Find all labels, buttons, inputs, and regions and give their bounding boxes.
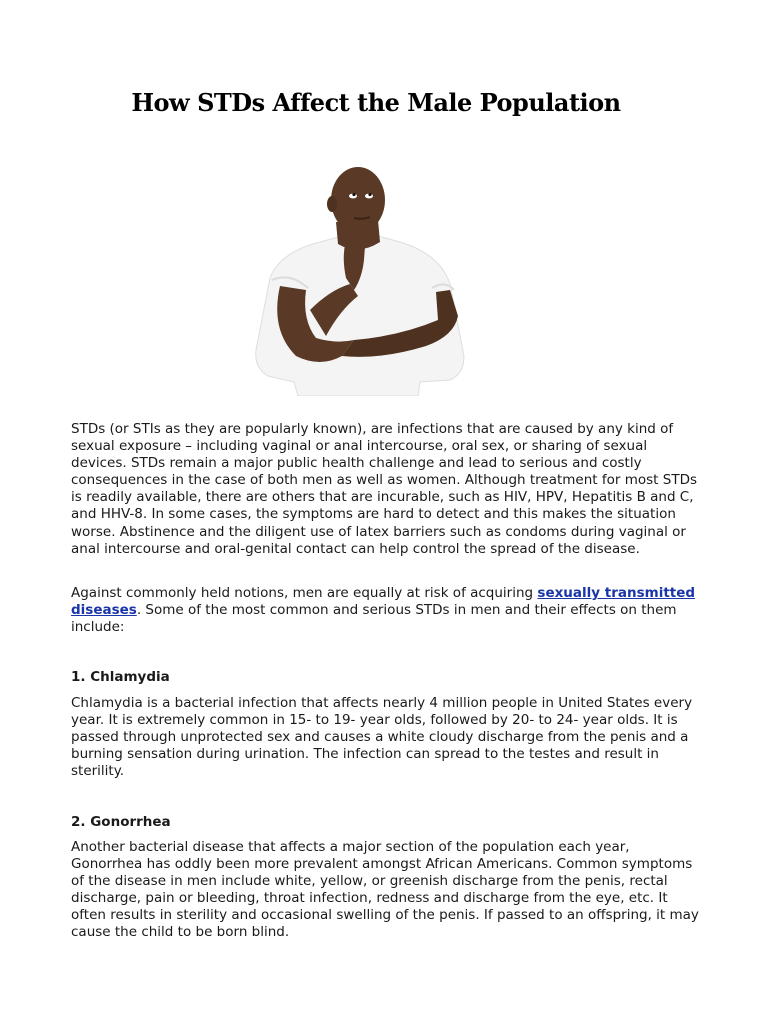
intro-paragraph: STDs (or STIs as they are popularly known), are infections that are caused by any kind of sexual exposure – including vaginal or anal intercourse, oral sex, or sharing of sexual devices. STDs remain a major public health challenge and lead to serious and costly consequences in the case of both men as well as women. Although treatment for most STDs is readily available, there are others that are incurable, such as HIV, HPV, Hepatitis B and C, and HHV-8. In some cases, the symptoms are hard to detect and this makes the situation worse. Abstinence and the diligent use of latex barriers such as condoms during vaginal or anal intercourse and oral-genital contact can help control the spread of the disease.	[71, 421, 698, 557]
section-body-chlamydia: Chlamydia is a bacterial infection that affects nearly 4 million people in United States every year. It is extremely common in 15- to 19- year olds, followed by 20- to 24- year olds. It is passed through unprotected sex and causes a white cloudy discharge from the penis and a burning sensation during urination. The infection can spread to the testes and result in sterility.	[71, 695, 693, 780]
sexually-transmitted-diseases-link[interactable]: sexually transmitted diseases	[71, 585, 696, 619]
man-thinking-photo	[250, 160, 466, 396]
section-heading-chlamydia: 1. Chlamydia	[71, 669, 170, 685]
section-body-gonorrhea: Another bacterial disease that affects a major section of the population each year, Gonorrhea has oddly been more prevalent amongst African Americans. Common symptoms of the disease in men include white, yellow, or greenish discharge from the penis, rectal discharge, pain or bleeding, throat infection, redness and discharge from the eye, etc. It often results in sterility and occasional swelling of the penis. If passed to an offspring, it may cause the child to be born blind.	[71, 839, 699, 941]
risk-paragraph	[71, 585, 703, 636]
risk-paragraph-after-link: . Some of the most common and serious STDs in men and their effects on them include:	[71, 602, 677, 636]
risk-paragraph-before-link: Against commonly held notions, men are equally at risk of acquiring	[71, 585, 538, 601]
document-title: How STDs Affect the Male Population	[131, 88, 621, 117]
section-heading-gonorrhea: 2. Gonorrhea	[71, 814, 171, 830]
